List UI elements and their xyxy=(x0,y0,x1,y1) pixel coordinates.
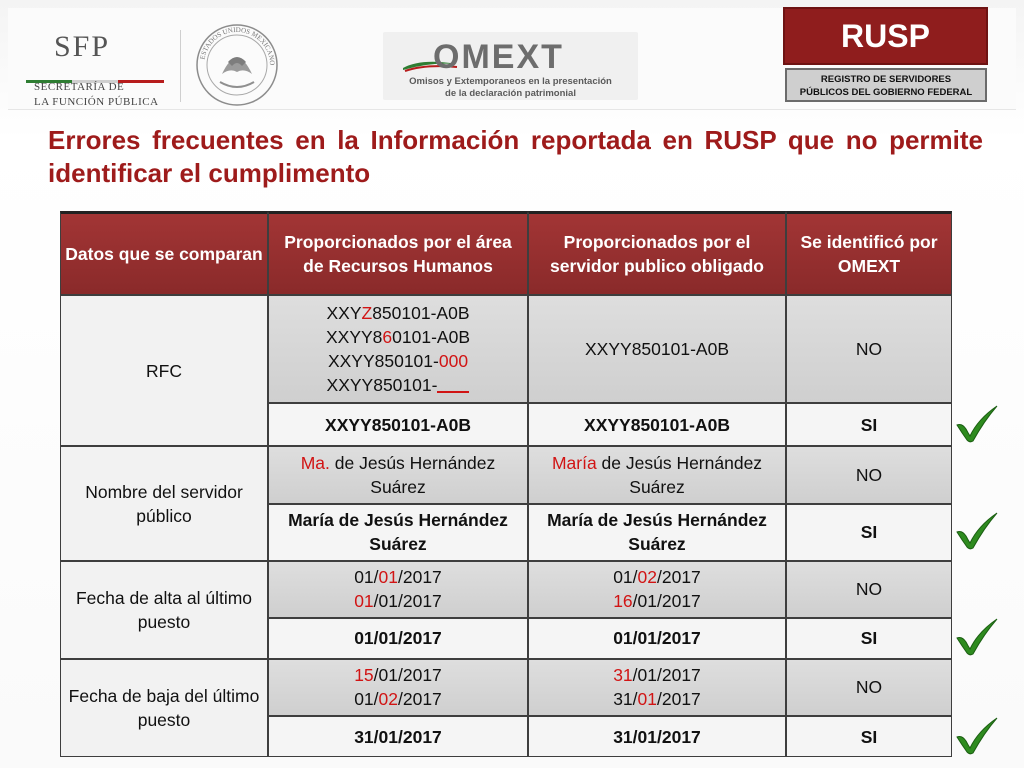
sfp-line1: SECRETARÍA DE xyxy=(34,81,125,93)
text-segment: 01/ xyxy=(354,567,379,588)
cell-hr-value xyxy=(268,446,528,503)
cell-result: NO xyxy=(786,446,952,503)
error-segment: 01 xyxy=(378,567,398,588)
text-segment: XXYY850101-A0B xyxy=(325,414,471,435)
value-line xyxy=(273,565,523,589)
value-line xyxy=(533,687,781,711)
cell-servidor-value xyxy=(528,716,786,757)
national-seal-icon xyxy=(194,22,280,108)
table-header-row xyxy=(60,211,952,295)
row-label: RFC xyxy=(60,295,268,446)
text-segment: /01/2017 xyxy=(632,591,701,612)
sfp-tricolor-rule xyxy=(26,70,166,73)
cell-result: SI xyxy=(786,504,952,561)
value-line xyxy=(533,565,781,589)
text-segment: XXYY8 xyxy=(325,327,383,348)
text-segment: 31/ xyxy=(613,689,638,710)
header-cell-servidor: Proporcionados por el servidor publico obligado xyxy=(528,211,786,295)
value-line xyxy=(273,663,523,687)
cell-hr-value xyxy=(268,618,528,659)
text-segment: 01/01/2017 xyxy=(354,628,442,649)
sfp-mark: SFP xyxy=(54,30,111,63)
error-segment: Ma. xyxy=(300,452,330,473)
text-segment: /2017 xyxy=(398,567,442,588)
text-segment: /01/2017 xyxy=(632,665,701,686)
blank-segment xyxy=(437,377,469,393)
text-segment: 31/01/2017 xyxy=(354,726,442,747)
table-row xyxy=(60,446,952,503)
error-segment: 000 xyxy=(438,351,469,372)
header-cell-omext: Se identificó por OMEXT xyxy=(786,211,952,295)
value-line xyxy=(273,725,523,749)
check-icon xyxy=(954,510,1000,550)
text-segment: XXYY850101-A0B xyxy=(585,339,729,360)
header-cell-rh: Proporcionados por el área de Recursos Humanos xyxy=(268,211,528,295)
cell-hr-value xyxy=(268,295,528,403)
rusp-subtitle xyxy=(785,68,987,102)
omext-subtitle-1: Omisos y Extemporaneos en la presentación xyxy=(409,76,612,87)
text-segment: 01/ xyxy=(354,689,379,710)
text-segment: /01/2017 xyxy=(373,665,442,686)
omext-subtitle-2: de la declaración patrimonial xyxy=(445,88,576,99)
value-line xyxy=(533,725,781,749)
error-segment: 6 xyxy=(382,327,393,348)
rusp-subtitle-line2: PÚBLICOS DEL GOBIERNO FEDERAL xyxy=(799,87,973,98)
cell-servidor-value xyxy=(528,446,786,503)
cell-result: NO xyxy=(786,659,952,716)
value-line xyxy=(273,413,523,437)
value-line xyxy=(273,301,523,325)
cell-result: NO xyxy=(786,295,952,403)
header-cell-datos: Datos que se comparan xyxy=(60,211,268,295)
cell-result: NO xyxy=(786,561,952,618)
rusp-subtitle-line1: REGISTRO DE SERVIDORES xyxy=(820,74,952,85)
value-line xyxy=(273,451,523,499)
text-segment: 31/01/2017 xyxy=(613,726,701,747)
value-line xyxy=(533,508,781,556)
text-segment: /2017 xyxy=(657,567,701,588)
error-segment: 02 xyxy=(637,567,657,588)
error-segment: 15 xyxy=(354,665,374,686)
cell-result: SI xyxy=(786,716,952,757)
text-segment: de Jesús Hernández Suárez xyxy=(596,452,763,497)
error-segment: 01 xyxy=(637,689,657,710)
value-line xyxy=(533,663,781,687)
error-segment: 31 xyxy=(613,665,633,686)
value-line xyxy=(533,337,781,361)
cell-servidor-value xyxy=(528,561,786,618)
text-segment: /01/2017 xyxy=(373,591,442,612)
cell-servidor-value xyxy=(528,504,786,561)
error-segment: 16 xyxy=(613,591,633,612)
table-row xyxy=(60,561,952,618)
text-segment: 01/ xyxy=(613,567,638,588)
cell-servidor-value xyxy=(528,618,786,659)
cell-result: SI xyxy=(786,403,952,446)
text-segment: de Jesús Hernández Suárez xyxy=(329,452,496,497)
value-line xyxy=(273,373,523,397)
text-segment: 850101-A0B xyxy=(372,303,470,324)
row-label: Fecha de baja del último puesto xyxy=(60,659,268,757)
cell-hr-value xyxy=(268,403,528,446)
page-title: Errores frecuentes en la Información reportada en RUSP que no permite identificar el cumplimento xyxy=(48,125,983,188)
text-segment: 0101-A0B xyxy=(392,327,470,348)
error-segment: 02 xyxy=(378,689,398,710)
value-line xyxy=(273,626,523,650)
value-line xyxy=(273,325,523,349)
omext-logo xyxy=(383,32,638,102)
value-line xyxy=(273,349,523,373)
header-divider xyxy=(180,30,181,102)
text-segment: XXYY850101-A0B xyxy=(584,414,730,435)
text-segment: María de Jesús Hernández Suárez xyxy=(288,510,508,555)
error-segment: 01 xyxy=(354,591,374,612)
table-row xyxy=(60,295,952,403)
text-segment: XXY xyxy=(326,303,362,324)
error-segment: Z xyxy=(361,303,373,324)
text-segment: María de Jesús Hernández Suárez xyxy=(547,510,767,555)
text-segment: XXYY850101- xyxy=(327,351,439,372)
value-line xyxy=(273,508,523,556)
sfp-line2: LA FUNCIÓN PÚBLICA xyxy=(34,96,159,108)
row-label: Fecha de alta al último puesto xyxy=(60,561,268,659)
table-body xyxy=(60,295,952,757)
check-icon xyxy=(954,403,1000,443)
check-icon xyxy=(954,616,1000,656)
row-label: Nombre del servidor público xyxy=(60,446,268,560)
text-segment: 01/01/2017 xyxy=(613,628,701,649)
rusp-logo: RUSP xyxy=(783,7,988,65)
error-segment: María xyxy=(551,452,597,473)
text-segment: XXYY850101- xyxy=(326,375,438,396)
value-line xyxy=(533,626,781,650)
seal-text: ESTADOS UNIDOS MEXICANO xyxy=(198,25,277,66)
check-icon xyxy=(954,715,1000,755)
value-line xyxy=(273,687,523,711)
sfp-logo xyxy=(26,26,176,106)
value-line xyxy=(533,413,781,437)
cell-result: SI xyxy=(786,618,952,659)
cell-servidor-value xyxy=(528,295,786,403)
text-segment: /2017 xyxy=(398,689,442,710)
value-line xyxy=(533,451,781,499)
comparison-table xyxy=(60,211,952,757)
cell-servidor-value xyxy=(528,659,786,716)
value-line xyxy=(273,589,523,613)
cell-servidor-value xyxy=(528,403,786,446)
omext-wordmark: OMEXT xyxy=(433,38,564,76)
table-row xyxy=(60,659,952,716)
value-line xyxy=(533,589,781,613)
cell-hr-value xyxy=(268,504,528,561)
cell-hr-value xyxy=(268,659,528,716)
cell-hr-value xyxy=(268,716,528,757)
cell-hr-value xyxy=(268,561,528,618)
text-segment: /2017 xyxy=(657,689,701,710)
